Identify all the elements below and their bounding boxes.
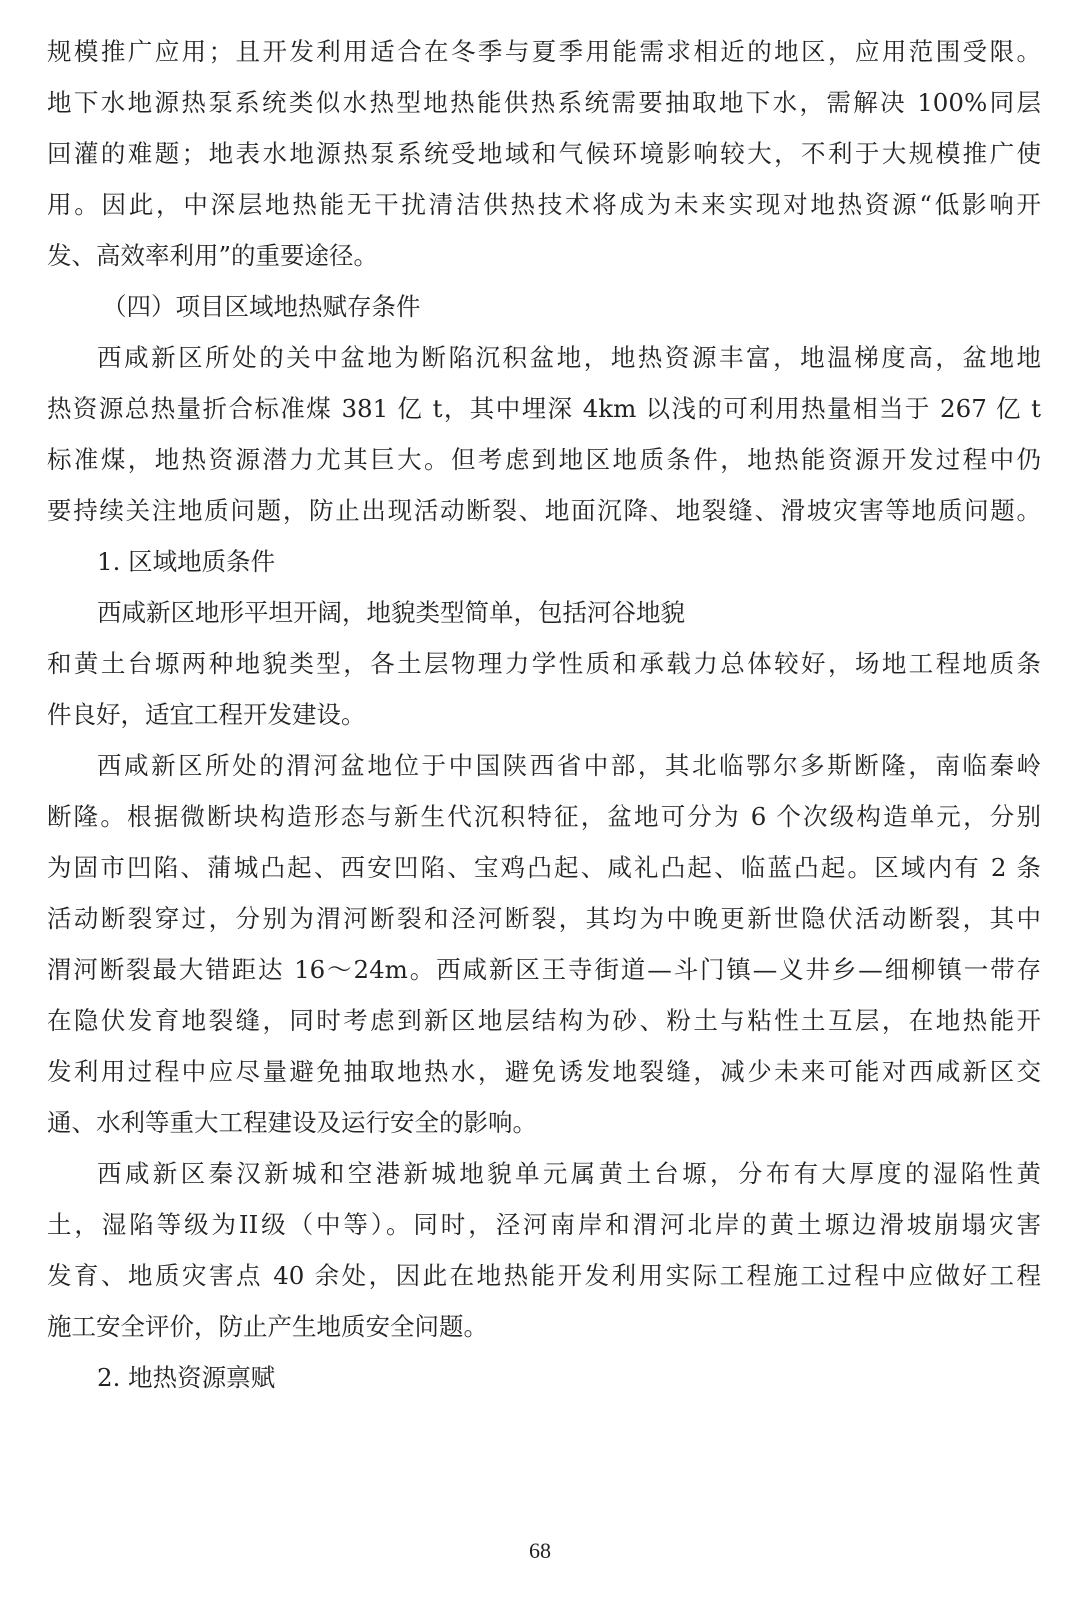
text-line: 件良好，适宜工程开发建设。	[47, 700, 366, 729]
text-line: 规模推广应用；且开发利用适合在冬季与夏季用能需求相近的地区，应用范围受限。	[47, 37, 1041, 66]
text-line: 标准煤，地热资源潜力尤其巨大。但考虑到地区地质条件，地热能资源开发过程中仍	[47, 445, 1041, 474]
document-page	[47, 26, 1041, 1403]
paragraph-terrain-continuation	[47, 638, 1041, 740]
text-line: 和黄土台塬两种地貌类型，各土层物理力学性质和承载力总体较好，场地工程地质条	[47, 649, 1041, 678]
subsection-heading-geothermal-resources: 2. 地热资源禀赋	[97, 1363, 276, 1392]
text-line: 地下水地源热泵系统类似水热型地热能供热系统需要抽取地下水，需解决 100%同层	[47, 88, 1041, 117]
paragraph-loess-tableland	[47, 1148, 1041, 1352]
paragraph-guanzhong-basin	[47, 332, 1041, 536]
text-line: 用。因此，中深层地热能无干扰清洁供热技术将成为未来实现对地热资源“低影响开	[47, 190, 1041, 219]
text-line: 渭河断裂最大错距达 16～24m。西咸新区王寺街道—斗门镇—义井乡—细柳镇一带存	[47, 955, 1041, 984]
text-line: 土，湿陷等级为II级（中等）。同时，泾河南岸和渭河北岸的黄土塬边滑坡崩塌灾害	[47, 1210, 1041, 1239]
text-line: 在隐伏发育地裂缝，同时考虑到新区地层结构为砂、粉土与粘性土互层，在地热能开	[47, 1006, 1041, 1035]
text-line: 为固市凹陷、蒲城凸起、西安凹陷、宝鸡凸起、咸礼凸起、临蓝凸起。区域内有 2 条	[47, 853, 1041, 882]
text-line: 发、高效率利用”的重要途径。	[47, 241, 379, 270]
text-line: 通、水利等重大工程建设及运行安全的影响。	[47, 1108, 537, 1137]
text-line: 西咸新区地形平坦开阔，地貌类型简单，包括河谷地貌	[97, 598, 685, 627]
subsection-heading-regional-geology: 1. 区域地质条件	[97, 547, 276, 576]
paragraph-terrain	[47, 587, 1041, 638]
text-line: 施工安全评价，防止产生地质安全问题。	[47, 1312, 488, 1341]
text-line: 回灌的难题；地表水地源热泵系统受地域和气候环境影响较大，不利于大规模推广使	[47, 139, 1041, 168]
text-line: 发育、地质灾害点 40 余处，因此在地热能开发利用实际工程施工过程中应做好工程	[47, 1261, 1041, 1290]
text-line: 要持续关注地质问题，防止出现活动断裂、地面沉降、地裂缝、滑坡灾害等地质问题。	[47, 496, 1041, 525]
page-number: 68	[529, 1538, 551, 1563]
text-line: 发利用过程中应尽量避免抽取地热水，避免诱发地裂缝，减少未来可能对西咸新区交	[47, 1057, 1041, 1086]
text-line: 西咸新区秦汉新城和空港新城地貌单元属黄土台塬，分布有大厚度的湿陷性黄	[97, 1159, 1041, 1188]
section-heading-geothermal-conditions: （四）项目区域地热赋存条件	[102, 292, 421, 321]
text-line: 西咸新区所处的关中盆地为断陷沉积盆地，地热资源丰富，地温梯度高，盆地地	[97, 343, 1041, 372]
text-line: 断隆。根据微断块构造形态与新生代沉积特征，盆地可分为 6 个次级构造单元，分别	[47, 802, 1041, 831]
text-line: 西咸新区所处的渭河盆地位于中国陕西省中部，其北临鄂尔多斯断隆，南临秦岭	[97, 751, 1041, 780]
text-line: 活动断裂穿过，分别为渭河断裂和泾河断裂，其均为中晚更新世隐伏活动断裂，其中	[47, 904, 1041, 933]
paragraph-groundwater-heatpump	[47, 26, 1041, 281]
text-line: 热资源总热量折合标准煤 381 亿 t，其中埋深 4km 以浅的可利用热量相当于 267 亿 t	[47, 394, 1041, 423]
paragraph-weihe-basin	[47, 740, 1041, 1148]
